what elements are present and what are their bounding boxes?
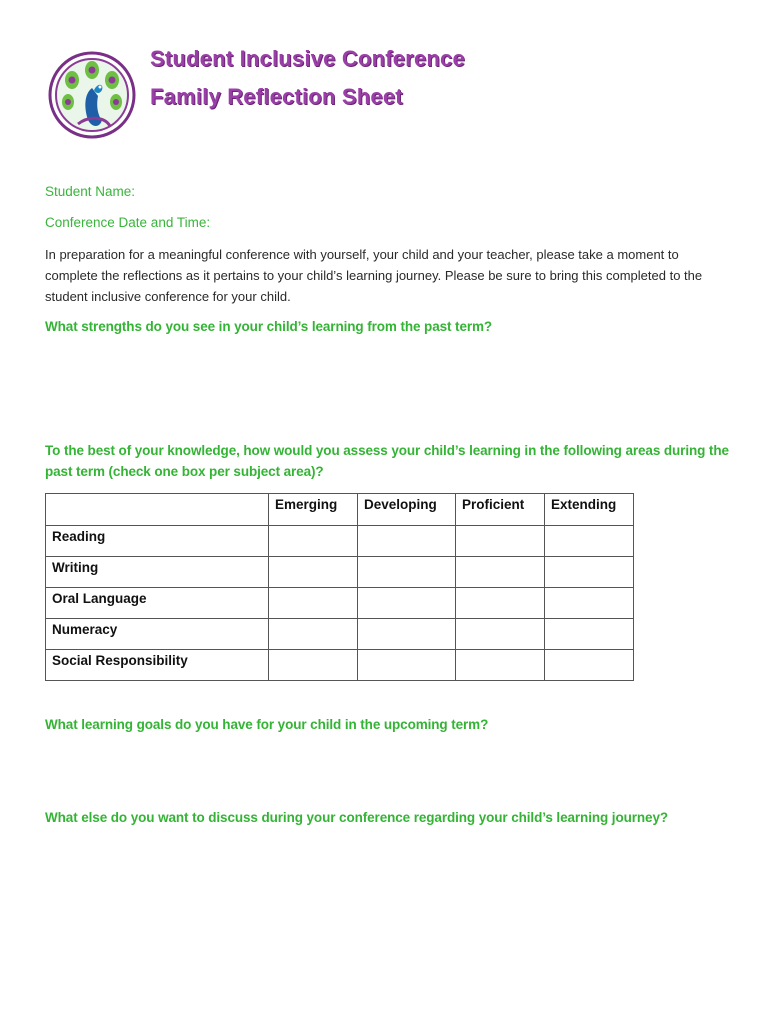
- checkbox-cell[interactable]: [269, 619, 358, 650]
- checkbox-cell[interactable]: [269, 557, 358, 588]
- header-cell-emerging: Emerging: [269, 494, 358, 526]
- row-label-cell: Writing: [46, 557, 269, 588]
- table-row: [46, 619, 634, 650]
- question-discuss: What else do you want to discuss during your conference regarding your child’s learning journey?: [45, 810, 669, 825]
- assessment-table: [45, 493, 634, 681]
- question-assess-line2: past term (check one box per subject area)?: [45, 464, 324, 479]
- table-row: [46, 557, 634, 588]
- row-label-cell: Numeracy: [46, 619, 269, 650]
- question-assess-line1: To the best of your knowledge, how would you assess your child’s learning in the following areas during the: [45, 443, 729, 458]
- checkbox-cell[interactable]: [456, 588, 545, 619]
- question-strengths: What strengths do you see in your child’s learning from the past term?: [45, 319, 493, 334]
- header-cell-extending: Extending: [545, 494, 634, 526]
- checkbox-cell[interactable]: [358, 588, 456, 619]
- checkbox-cell[interactable]: [545, 588, 634, 619]
- checkbox-cell[interactable]: [269, 650, 358, 681]
- row-label-cell: Oral Language: [46, 588, 269, 619]
- header-cell-blank: [46, 494, 269, 526]
- checkbox-cell[interactable]: [269, 588, 358, 619]
- checkbox-cell[interactable]: [545, 619, 634, 650]
- checkbox-cell[interactable]: [358, 557, 456, 588]
- row-label-cell: Reading: [46, 526, 269, 557]
- question-goals: What learning goals do you have for your child in the upcoming term?: [45, 717, 489, 732]
- table-row: [46, 588, 634, 619]
- checkbox-cell[interactable]: [358, 650, 456, 681]
- page-title-line1: Student Inclusive Conference: [150, 46, 465, 71]
- checkbox-cell[interactable]: [456, 650, 545, 681]
- header-cell-developing: Developing: [358, 494, 456, 526]
- peacock-logo-icon: [48, 50, 136, 140]
- checkbox-cell[interactable]: [545, 650, 634, 681]
- checkbox-cell[interactable]: [545, 526, 634, 557]
- checkbox-cell[interactable]: [456, 619, 545, 650]
- conference-date-label: Conference Date and Time:: [45, 215, 211, 230]
- checkbox-cell[interactable]: [456, 526, 545, 557]
- row-label-cell: Social Responsibility: [46, 650, 269, 681]
- checkbox-cell[interactable]: [358, 619, 456, 650]
- checkbox-cell[interactable]: [456, 557, 545, 588]
- header-cell-proficient: Proficient: [456, 494, 545, 526]
- table-header-row: [46, 494, 634, 526]
- page-title-line2: Family Reflection Sheet: [150, 84, 403, 109]
- intro-paragraph: In preparation for a meaningful conference with yourself, your child and your teacher, please take a moment to complete the reflections as it pertains to your child’s learning journey. Please be sure to bring this completed to the student inclusive conference for your child.: [45, 247, 703, 304]
- checkbox-cell[interactable]: [269, 526, 358, 557]
- checkbox-cell[interactable]: [358, 526, 456, 557]
- student-name-label: Student Name:: [45, 184, 136, 199]
- table-row: [46, 650, 634, 681]
- checkbox-cell[interactable]: [545, 557, 634, 588]
- table-row: [46, 526, 634, 557]
